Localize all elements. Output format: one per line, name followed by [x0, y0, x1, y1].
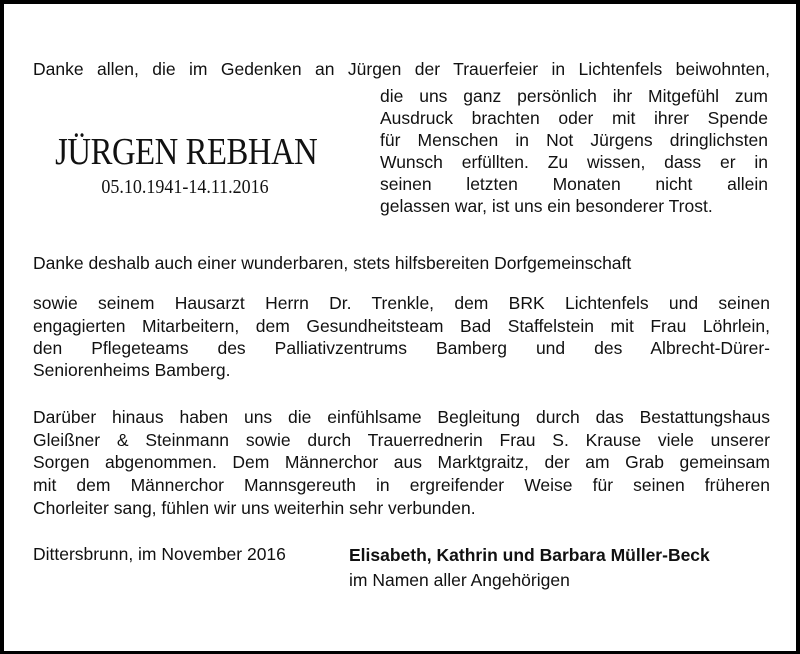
deceased-dates: 05.10.1941-14.11.2016 — [101, 176, 269, 198]
intro-block-line: die uns ganz persönlich ihr Mitgefühl zum — [380, 86, 768, 106]
intro-block-line: für Menschen in Not Jürgens dringlichsten — [380, 130, 768, 150]
funeral-line: mit dem Männerchor Mannsgereuth in ergreifender Weise für seinen früheren — [33, 475, 770, 495]
intro-block-line: Ausdruck brachten oder mit ihrer Spende — [380, 108, 768, 128]
community-line: Danke deshalb auch einer wunderbaren, stets hilfsbereiten Dorfgemeinschaft — [33, 253, 632, 273]
deceased-name: JÜRGEN REBHAN — [55, 131, 318, 173]
funeral-line: Gleißner & Steinmann sowie durch Trauerrednerin Frau S. Krause viele unserer — [33, 430, 770, 450]
funeral-line: Darüber hinaus haben uns die einfühlsame Begleitung durch das Bestattungshaus — [33, 407, 770, 427]
intro-block-line: Wunsch erfüllten. Zu wissen, dass er in — [380, 152, 768, 172]
signatories: Elisabeth, Kathrin und Barbara Müller-Beck — [349, 545, 710, 565]
care-line: Seniorenheims Bamberg. — [33, 360, 231, 380]
place-date: Dittersbrunn, im November 2016 — [33, 544, 286, 564]
funeral-line: Chorleiter sang, fühlen wir uns weiterhin sehr verbunden. — [33, 498, 476, 518]
funeral-line: Sorgen abgenommen. Dem Männerchor aus Marktgraitz, der am Grab gemeinsam — [33, 452, 770, 472]
care-line: den Pflegeteams des Palliativzentrums Bamberg und des Albrecht-Dürer- — [33, 338, 770, 358]
intro-block-line: gelassen war, ist uns ein besonderer Trost. — [380, 196, 713, 216]
care-line: sowie seinem Hausarzt Herrn Dr. Trenkle, dem BRK Lichtenfels und seinen — [33, 293, 770, 313]
care-line: engagierten Mitarbeitern, dem Gesundheitsteam Bad Staffelstein mit Frau Löhrlein, — [33, 316, 770, 336]
intro-block-line: seinen letzten Monaten nicht allein — [380, 174, 768, 194]
signatories-note: im Namen aller Angehörigen — [349, 570, 570, 590]
obituary-notice — [4, 4, 796, 651]
intro-line: Danke allen, die im Gedenken an Jürgen der Trauerfeier in Lichtenfels beiwohnten, — [33, 59, 770, 79]
